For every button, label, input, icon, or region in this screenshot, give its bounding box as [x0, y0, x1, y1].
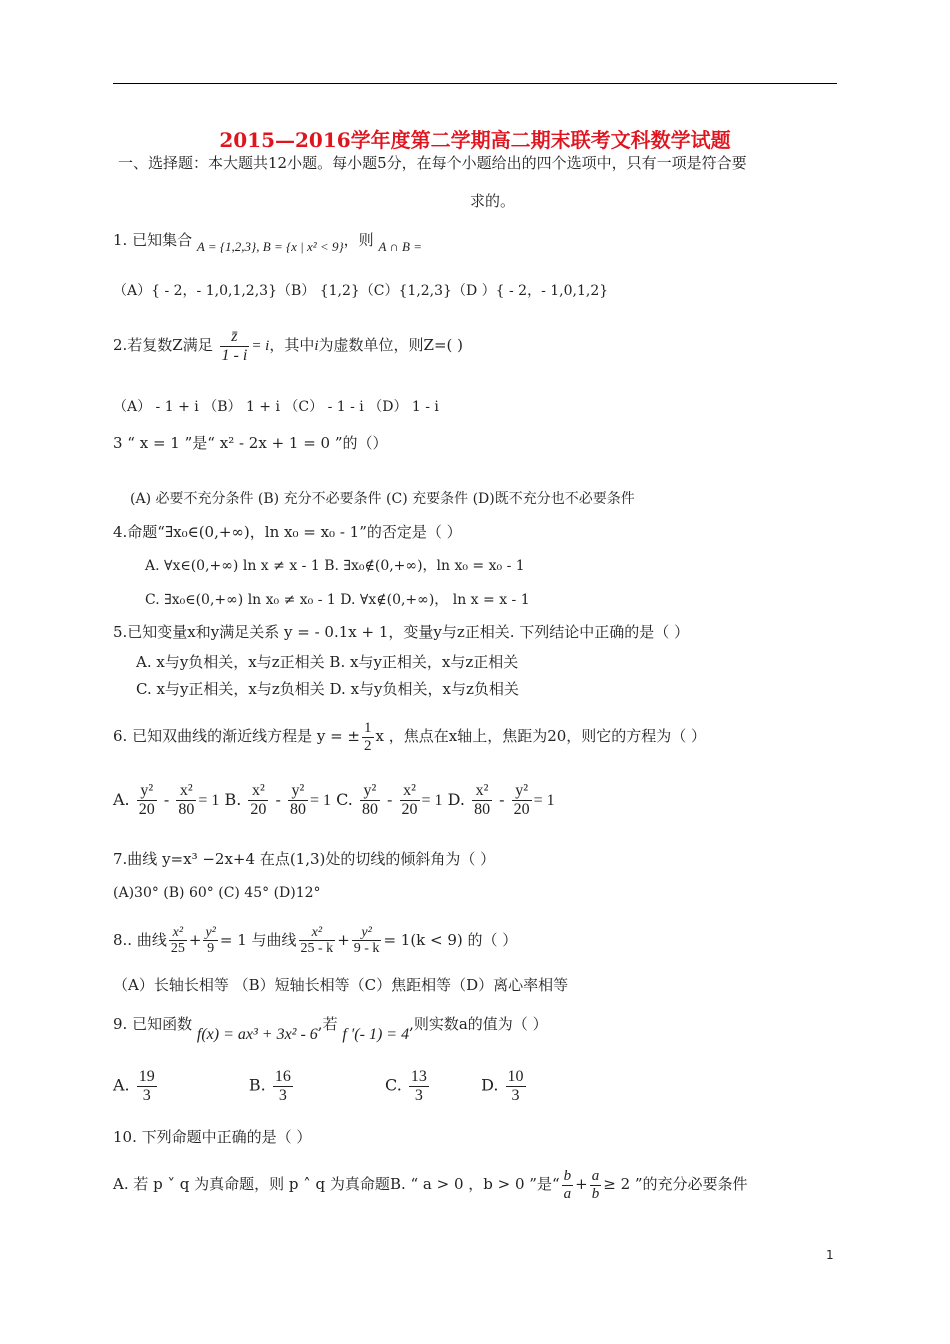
q6-b-frac2-den: 80 — [289, 800, 306, 818]
q10-frac-ab-num: a — [591, 1168, 600, 1184]
q2-prefix: 2.若复数Z满足 — [113, 336, 213, 355]
q7-options: (A)30° (B) 60° (C) 45° (D)12° — [113, 885, 321, 901]
q6-d-frac2 — [512, 782, 532, 818]
q6-suffix: x ，焦点在x轴上，焦距为20，则它的方程为（ ） — [375, 727, 707, 745]
q9-option-a — [137, 1068, 157, 1104]
q6-option-d: D. $\frac{\text{x²}}{80}$ - $\frac{\text{y²}}{20}$ = 1 — [447, 782, 555, 818]
q2-fraction — [220, 328, 250, 364]
q8-frac-b-den: 9 — [207, 941, 215, 957]
q6-a-frac1-den: 20 — [138, 800, 155, 818]
q6-c-rhs: = 1 — [421, 791, 443, 809]
q6-c-frac1 — [360, 782, 380, 818]
question-4: 4.命题“∃x₀∈(0,+∞)，ln x₀ = x₀ - 1”的否定是（ ） — [113, 523, 462, 541]
q9-option-b — [273, 1068, 293, 1104]
question-3: 3 “ x = 1 ”是“ x² - 2x + 1 = 0 ”的（） — [113, 434, 388, 452]
q10-frac-ba-num: b — [563, 1168, 572, 1184]
q6-c-frac1-den: 80 — [361, 800, 378, 818]
q1-ask-math: A ∩ B = — [378, 239, 423, 254]
q8-frac-c-num: x² — [299, 925, 336, 941]
q6-c-label: C. — [336, 789, 353, 809]
question-8: 8.. 曲线 $\frac{\text{x²}}{25}$ + $\frac{\text{y²}}{9}$ = 1 与曲线 $\frac{\text{x²}}{25 - k}$ + $\frac{\text{y²}}{9 - k}$ = 1(k < 9) 的（ ） — [113, 925, 518, 957]
q2-rhs: = i — [251, 338, 270, 355]
section-instructions-line1: 一、选择题：本大题共12小题。每小题5分，在每个小题给出的四个选项中，只有一项是符合要 — [118, 154, 747, 172]
q2-options: （A） - 1 + i （B） 1 + i （C） - 1 - i （D） 1 - i — [113, 399, 439, 415]
q8-frac-c — [299, 925, 336, 957]
q8-frac-a — [169, 925, 187, 957]
question-6 — [113, 720, 706, 754]
q9-option-c — [409, 1068, 429, 1104]
q4-options-row1: A. ∀x∈(0,+∞) ln x ≠ x - 1 B. ∃x₀∉(0,+∞)，ln x₀ = x₀ - 1 — [145, 558, 525, 574]
q6-d-frac1-num: x² — [472, 782, 492, 801]
q9-d-num: 10 — [507, 1068, 524, 1085]
q6-a-frac1 — [137, 782, 157, 818]
q6-b-frac2 — [288, 782, 308, 818]
q6-fraction — [362, 720, 374, 754]
q6-option-c: C. $\frac{\text{y²}}{80}$ - $\frac{\text{x²}}{20}$ = 1 — [336, 782, 443, 818]
page-number: 1 — [826, 1248, 834, 1262]
q9-prefix: 9. 已知函数 — [113, 1015, 193, 1033]
q6-b-label: B. — [224, 789, 242, 809]
q6-a-frac1-num: y² — [137, 782, 157, 801]
q10-frac-ba — [562, 1168, 574, 1202]
q9-c-label: C. — [385, 1075, 402, 1095]
q5-options-row2: C. x与y正相关，x与z负相关 D. x与y负相关，x与z负相关 — [136, 680, 519, 698]
q8-options: （A）长轴长相等 （B）短轴长相等（C）焦距相等（D）离心率相等 — [113, 976, 569, 994]
q10-frac-ab — [590, 1168, 602, 1202]
q6-c-frac1-num: y² — [360, 782, 380, 801]
q5-options-row1: A. x与y负相关，x与z正相关 B. x与y正相关，x与z正相关 — [136, 653, 519, 671]
q1-prefix: 1. 已知集合 — [113, 231, 193, 249]
q6-c-frac2-den: 20 — [401, 800, 418, 818]
q1-options: （A）{ - 2，- 1,0,1,2,3}（B） {1,2}（C）{1,2,3}（D ）{ - 2，- 1,0,1,2} — [113, 283, 609, 299]
q6-d-frac1 — [472, 782, 492, 818]
q8-prefix: 8.. 曲线 — [113, 930, 167, 949]
q10-frac-ba-den: a — [563, 1185, 572, 1202]
exam-title: 2015—2016学年度第二学期高二期末联考文科数学试题 — [219, 128, 731, 152]
q9-option-d — [506, 1068, 526, 1104]
question-7: 7.曲线 y=x³ −2x+4 在点(1,3)处的切线的倾斜角为（ ） — [113, 850, 496, 868]
q6-a-rhs: = 1 — [198, 791, 220, 809]
q6-b-frac2-num: y² — [288, 782, 308, 801]
q6-options — [113, 782, 555, 818]
q9-c-den: 3 — [414, 1086, 423, 1104]
q10-option-b-end: ≥ 2 ”的充分必要条件 — [603, 1175, 748, 1193]
q6-d-rhs: = 1 — [533, 791, 555, 809]
q8-frac-a-den: 25 — [170, 941, 185, 957]
q6-c-frac2-num: x² — [400, 782, 420, 801]
q6-option-b: B. $\frac{\text{x²}}{20}$ - $\frac{\text{y²}}{80}$ = 1 — [224, 782, 331, 818]
q9-options — [113, 1068, 528, 1104]
q9-condition: f ′(- 1) = 4 — [342, 1026, 410, 1043]
question-9 — [113, 1013, 548, 1046]
question-5: 5.已知变量x和y满足关系 y = - 0.1x + 1，变量y与z正相关. 下列结论中正确的是（ ） — [113, 623, 690, 641]
q10-options: A. 若 p ˅ q 为真命题，则 p ˄ q 为真命题B. “ a > 0 ，b > 0 ”是“ $\frac{b}{a}$ + $\frac{a}{b}$ ≥ 2 ”的充分必要条件 — [113, 1168, 748, 1202]
q6-option-a: A. $\frac{\text{y²}}{20}$ - $\frac{\text{x²}}{80}$ = 1 — [113, 782, 220, 818]
q6-a-frac2-den: 80 — [178, 800, 195, 818]
q9-a-den: 3 — [142, 1086, 151, 1104]
q6-b-rhs: = 1 — [309, 791, 331, 809]
q8-frac-a-num: x² — [169, 925, 187, 941]
q6-d-label: D. — [447, 789, 465, 809]
q2-suffix: 为虚数单位，则Z=( ) — [318, 336, 464, 355]
q9-suffix: ,则实数a的值为（ ） — [409, 1015, 548, 1033]
q10-frac-ab-den: b — [591, 1185, 600, 1202]
q6-b-frac1 — [248, 782, 268, 818]
q4-options-row2: C. ∃x₀∈(0,+∞) ln x₀ ≠ x₀ - 1 D. ∀x∉(0,+∞)， ln x = x - 1 — [145, 592, 530, 608]
q8-mid: = 1 与曲线 — [219, 930, 297, 949]
question-10: 10. 下列命题中正确的是（ ） — [113, 1128, 312, 1146]
q8-frac-d-den: 9 - k — [353, 941, 380, 957]
q10-option-a: A. 若 p ˅ q 为真命题，则 p ˄ q 为真命题 — [113, 1175, 390, 1193]
q9-mid: ,若 — [317, 1015, 338, 1033]
q9-a-label: A. — [113, 1075, 130, 1095]
q2-numerator: z̄ — [220, 328, 250, 347]
question-2 — [113, 328, 463, 364]
q10-option-b-start: B. “ a > 0 ，b > 0 ”是“ — [389, 1175, 560, 1193]
q6-b-frac1-den: 20 — [250, 800, 267, 818]
q9-b-num: 16 — [274, 1068, 291, 1085]
q8-frac-d-num: y² — [352, 925, 382, 941]
section-instructions-line2: 求的。 — [470, 192, 516, 210]
q6-b-frac1-num: x² — [248, 782, 268, 801]
q2-i: i — [314, 338, 319, 355]
q6-d-frac1-den: 80 — [474, 800, 491, 818]
q9-d-label: D. — [481, 1075, 499, 1095]
q8-frac-b — [203, 925, 217, 957]
q2-mid: ，其中 — [269, 336, 315, 355]
q9-b-label: B. — [248, 1075, 266, 1095]
q9-d-den: 3 — [511, 1086, 520, 1104]
q9-a-num: 19 — [138, 1068, 155, 1085]
q6-d-frac2-den: 20 — [513, 800, 530, 818]
q9-c-num: 13 — [410, 1068, 427, 1085]
q8-frac-d — [352, 925, 382, 957]
q6-fraction-num: 1 — [364, 720, 372, 736]
q6-prefix: 6. 已知双曲线的渐近线方程是 y = ± — [113, 727, 360, 745]
q6-d-frac2-num: y² — [512, 782, 532, 801]
header-rule — [113, 83, 837, 84]
q3-options: (A) 必要不充分条件 (B) 充分不必要条件 (C) 充要条件 (D)既不充分也不必要条件 — [130, 491, 635, 507]
q6-fraction-den: 2 — [364, 737, 372, 754]
question-1 — [113, 229, 422, 258]
q9-b-den: 3 — [278, 1086, 287, 1104]
q2-denominator: 1 - i — [221, 346, 248, 364]
q8-frac-b-num: y² — [205, 925, 216, 940]
q9-function: f(x) = ax³ + 3x² - 6 — [196, 1026, 318, 1043]
q1-mid: ，则 — [343, 231, 374, 249]
q6-c-frac2 — [400, 782, 420, 818]
q8-frac-c-den: 25 - k — [300, 941, 334, 957]
q6-a-frac2 — [176, 782, 196, 818]
q6-a-label: A. — [113, 789, 130, 809]
q6-a-frac2-num: x² — [176, 782, 196, 801]
q1-sets-math: A = {1,2,3}, B = {x | x² < 9} — [196, 239, 344, 254]
q8-suffix: = 1(k < 9) 的（ ） — [383, 930, 518, 949]
